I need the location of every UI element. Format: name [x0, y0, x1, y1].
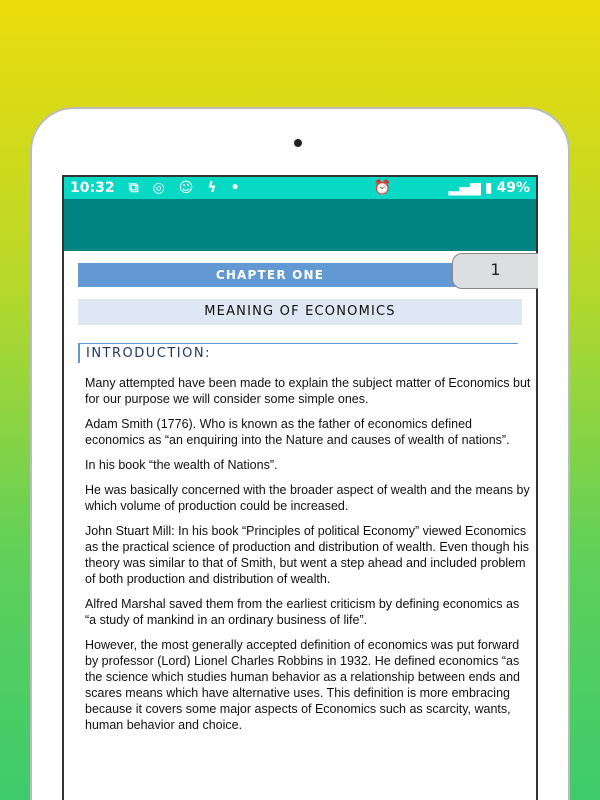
dot-icon: •	[230, 180, 240, 196]
paragraph: He was basically concerned with the broader aspect of wealth and the means by which volume of production could be increased.	[85, 483, 530, 513]
signal-icon: ▂▄▆	[448, 180, 481, 196]
battery-icon: ▮	[484, 180, 493, 196]
alarm-icon: ⏰	[373, 180, 392, 196]
paragraph: Alfred Marshal saved them from the earliest criticism by defining economics as “a study of mankind in an ordinary business of life”.	[85, 597, 520, 627]
app-bar	[64, 199, 536, 251]
hotspot-icon: ◎	[152, 180, 165, 196]
camera	[294, 139, 302, 147]
paragraph: John Stuart Mill: In his book “Principles of political Economy” viewed Economics as the practical science of production and distribution of wealth. Even though his theory was similar to that of Smith, but went a step ahead and included problem of both production and distribution of wealth.	[85, 524, 530, 586]
page-number-tab[interactable]: 1	[452, 253, 538, 289]
paragraph: In his book “the wealth of Nations”.	[85, 458, 278, 472]
charging-icon: ϟ	[207, 180, 217, 196]
screen	[62, 175, 538, 800]
clock: 10:32	[70, 180, 115, 196]
section-title: MEANING OF ECONOMICS	[78, 299, 522, 325]
battery-percent: 49%	[496, 180, 530, 196]
paragraph: However, the most generally accepted definition of economics was put forward by professor (Lord) Lionel Charles Robbins in 1932. He defined economics “as the science which studies human behavior as a relationship between ends and scares means which have alternative uses. This definition is more embracing because it covers some major aspects of Economics such as scarcity, wants, human behavior and choice.	[85, 638, 520, 732]
paragraph: Adam Smith (1776). Who is known as the father of economics defined economics as “an enquiring into the Nature and causes of wealth of nations”.	[85, 417, 510, 447]
screen-cast-icon: ⧉	[128, 180, 139, 196]
content-body	[85, 375, 531, 733]
paragraph: Many attempted have been made to explain the subject matter of Economics but for our purpose we will consider some simple ones.	[85, 376, 531, 406]
intro-heading: INTRODUCTION:	[78, 343, 518, 363]
notification-icon: ☺	[178, 180, 194, 196]
chapter-title: CHAPTER ONE	[78, 263, 462, 287]
status-bar	[64, 177, 536, 199]
